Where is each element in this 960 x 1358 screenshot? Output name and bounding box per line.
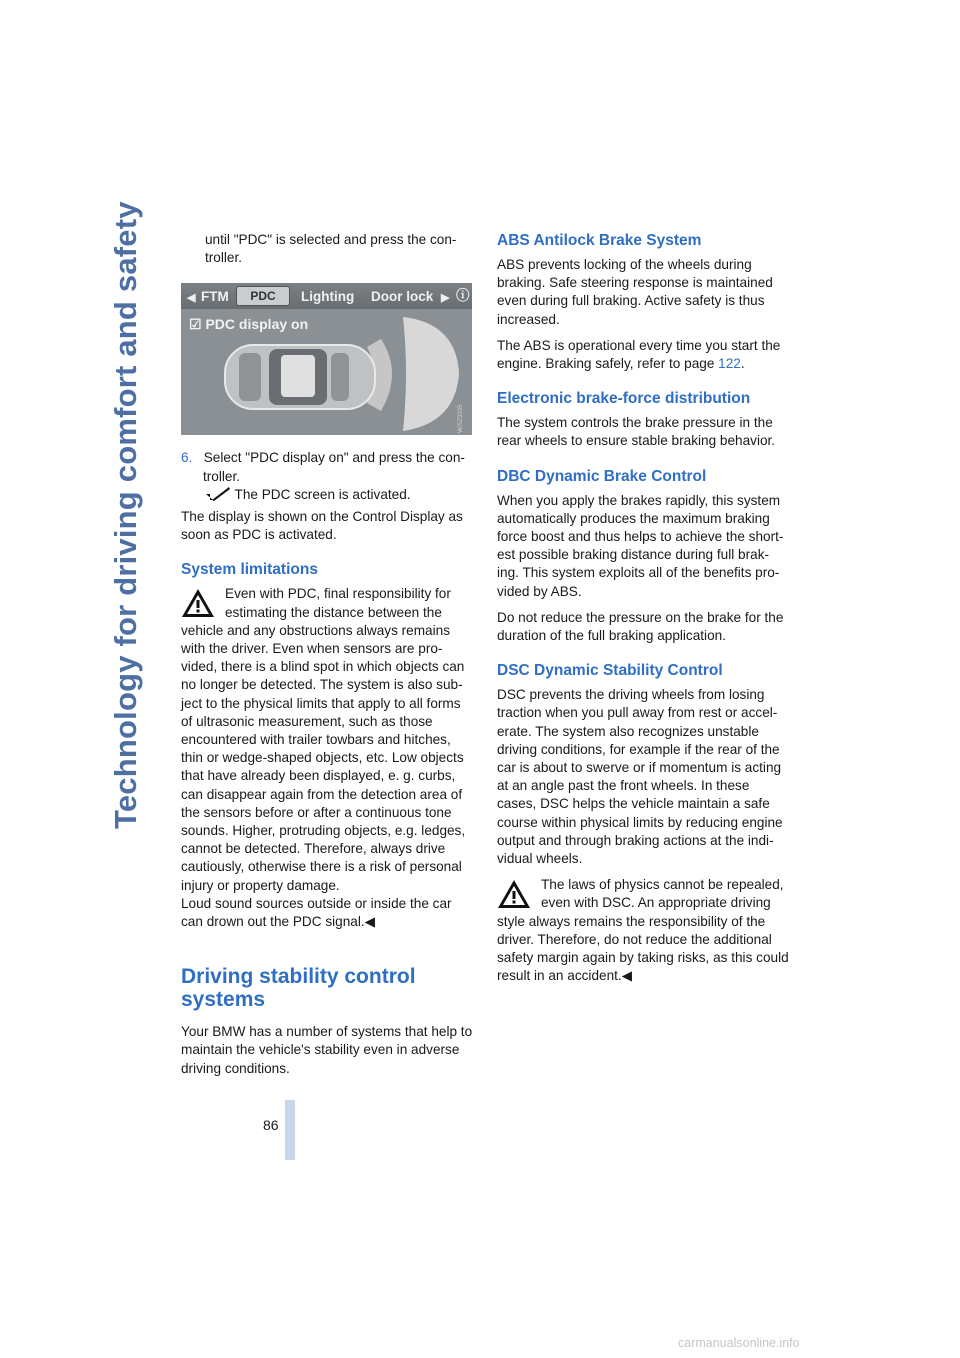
- display-text: The display is shown on the Control Display as soon as PDC is activated.: [181, 509, 463, 543]
- intro-text: until "PDC" is selected and press the con-troller.: [205, 232, 457, 266]
- step-6-number: 6.: [181, 450, 193, 466]
- menu-pdc: PDC: [236, 286, 290, 306]
- dsc-warning: The laws of physics cannot be repealed, even with DSC. An appropriate driving style always remains the responsibility of the driver. Therefore, do not reduce the additional safety margin again by taking risks, as this could result in an accident.◀: [497, 877, 789, 984]
- info-icon: ⓘ: [456, 288, 470, 304]
- menu-lighting: Lighting: [301, 289, 355, 305]
- limitations-warning: Even with PDC, final responsibility for estimating the distance between the vehicle and any obstructions always remains with the driver. Even when sensors are pro-vided, there is a blind spot in which objects can no longer be detected. The system is also sub-ject to the physical limits that apply to all forms of ultrasonic measurement, such as those encountered with trailer towbars and hitches, thin or wedge-shaped objects, etc. Low objects that have already been displayed, e. g. curbs, can disappear again from the detection area of the sensors before or after a continuous tone sounds. Higher, protruding objects, e.g. ledges, cannot be detected. Therefore, always drive cautiously, otherwise there is a risk of personal injury or property damage.: [181, 586, 466, 893]
- footer-watermark: carmanualsonline.info: [678, 1336, 800, 1350]
- abs-paragraph-1: ABS prevents locking of the wheels during braking. Safe steering response is maintained even during full braking. Active safety is thus increased.: [497, 257, 773, 327]
- menu-door-lock: Door lock: [371, 289, 434, 305]
- right-column: [497, 231, 789, 994]
- system-limitations-heading: System limitations: [181, 561, 318, 579]
- left-column: [181, 231, 473, 1086]
- step-6-sub: The PDC screen is activated.: [181, 486, 473, 504]
- dbc-paragraph-1: When you apply the brakes rapidly, this system automatically produces the maximum braking force boost and thus helps to achieve the short-est possible braking distance during full brak-ing. This system exploits all of the benefits pro-vided by ABS.: [497, 492, 784, 599]
- step-6: [181, 449, 473, 485]
- side-chapter-title: [108, 201, 158, 829]
- step-6-text: Select "PDC display on" and press the con-troller.: [203, 450, 465, 484]
- checkmark-icon: [205, 486, 231, 502]
- check-icon: ☑: [189, 316, 202, 333]
- ebd-paragraph: The system controls the brake pressure in the rear wheels to ensure stable braking behavior.: [497, 415, 776, 449]
- dbc-paragraph-2: Do not reduce the pressure on the brake for the duration of the full braking application.: [497, 609, 784, 644]
- car-illustration: [181, 283, 472, 435]
- chevron-left-icon: ◀: [187, 292, 196, 305]
- warning-icon: [497, 879, 531, 909]
- driving-stability-heading: Driving stability control systems: [181, 965, 416, 1012]
- pdc-screen-image: [181, 283, 472, 435]
- svg-text:W/SZ3335: W/SZ3335: [458, 405, 464, 434]
- page-122-link[interactable]: 122: [718, 356, 741, 372]
- dsc-heading: DSC Dynamic Stability Control: [497, 662, 723, 680]
- page-number-bar: [285, 1100, 295, 1160]
- dsc-paragraph: DSC prevents the driving wheels from losing traction when you pull away from rest or accel-erate. The system also recognizes unstable driving conditions, for example if the rear of the car is about to swerve or if momentum is acting at an angle past the front wheels. In these cases, DSC helps the vehicle maintain a safe course within physical limits by reducing engine output and through braking actions at the indi-vidual wheels.: [497, 687, 783, 867]
- abs-heading: ABS Antilock Brake System: [497, 232, 702, 249]
- loud-sound-text: Loud sound sources outside or inside the car can drown out the PDC signal.◀: [181, 895, 452, 930]
- ebd-heading: Electronic brake-force distribution: [497, 390, 751, 408]
- chevron-right-icon: ▶: [441, 292, 450, 305]
- side-chapter-title-text: Technology for driving comfort and safety: [108, 201, 143, 829]
- screen-subtitle: ☑ PDC display on: [189, 316, 309, 333]
- driving-stability-intro: Your BMW has a number of systems that help to maintain the vehicle's stability even in adverse driving conditions.: [181, 1024, 473, 1076]
- warning-icon: [181, 588, 215, 618]
- menu-ftm: FTM: [201, 289, 229, 305]
- page-number: 86: [263, 1117, 279, 1133]
- abs-paragraph-2: The ABS is operational every time you start the engine. Braking safely, refer to page 122.: [497, 337, 781, 372]
- dbc-heading: DBC Dynamic Brake Control: [497, 467, 707, 485]
